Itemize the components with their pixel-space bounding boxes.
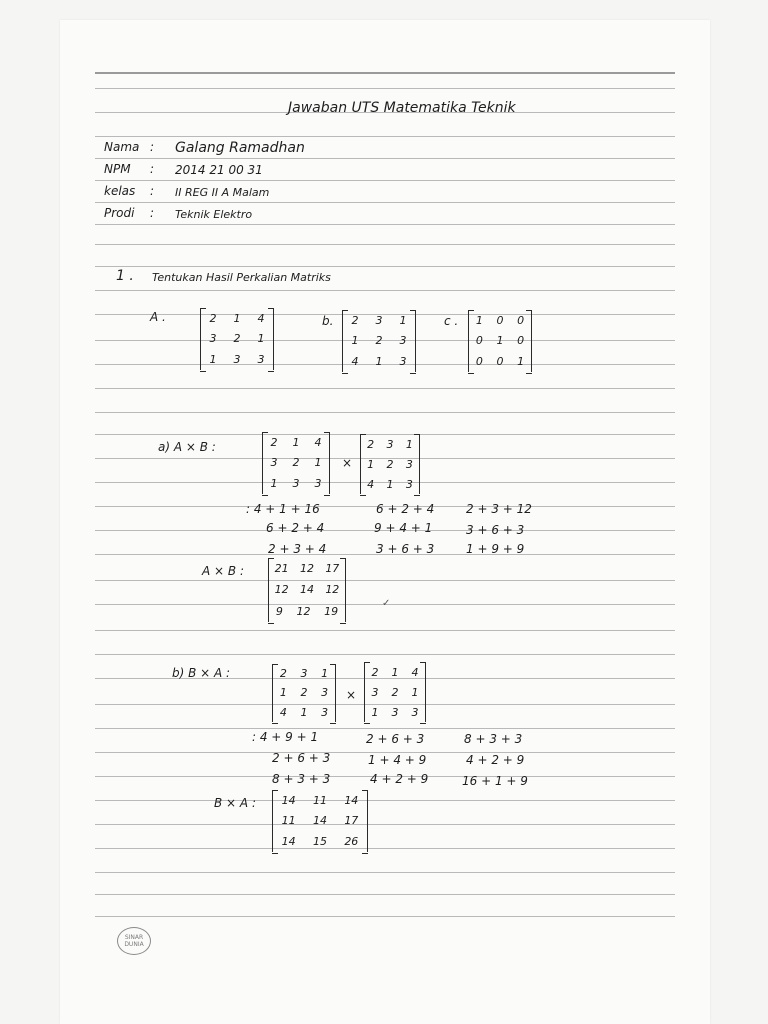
matrix-cell: 1 — [517, 355, 525, 369]
check-mark: ✓ — [382, 598, 391, 609]
matrix-cell: 1 — [367, 457, 375, 471]
identity-value-prodi: Teknik Elektro — [175, 208, 253, 221]
matrix-cell: 11 — [312, 793, 327, 807]
identity-label-kelas: kelas — [104, 184, 136, 198]
part-a-step-1-3: 2 + 3 + 12 — [466, 502, 532, 516]
matrix-cell: 2 — [270, 435, 278, 449]
matrix-cell: 4 — [367, 477, 375, 491]
matrix-cell: 2 — [233, 332, 241, 346]
ruled-line — [95, 388, 675, 389]
logo-text-bottom: DUNIA — [124, 941, 144, 948]
matrix-cell: 3 — [371, 685, 379, 699]
ruled-line — [95, 894, 675, 895]
matrix-cell: 3 — [321, 705, 329, 719]
matrix-cell: 3 — [411, 705, 419, 719]
matrix-cell: 12 — [274, 583, 289, 597]
matrix-cell: 26 — [344, 835, 359, 849]
matrix-row — [263, 432, 329, 453]
part-a-step-3-1: 2 + 3 + 4 — [268, 542, 327, 556]
matrix-cell: 3 — [292, 477, 300, 491]
ruled-line — [95, 916, 675, 917]
given-label-c: c . — [444, 314, 459, 328]
matrix-row — [343, 310, 415, 331]
part-a-matrix-b — [360, 434, 420, 494]
matrix-row — [469, 331, 531, 352]
ruled-line — [95, 728, 675, 729]
matrix-cell: 3 — [321, 686, 329, 700]
matrix-cell: 3 — [405, 457, 413, 471]
part-b-step-3-3: 16 + 1 + 9 — [462, 774, 528, 788]
part-a-step-3-2: 3 + 6 + 3 — [376, 542, 435, 556]
matrix-cell: 0 — [496, 313, 504, 327]
matrix-cell: 4 — [314, 435, 322, 449]
matrix-cell: 1 — [411, 685, 419, 699]
ruled-line — [95, 580, 675, 581]
ruled-line — [95, 412, 675, 413]
logo-text-top: SINAR — [124, 934, 144, 941]
page-title: Jawaban UTS Matematika Teknik — [288, 100, 516, 116]
ruled-line — [95, 88, 675, 89]
matrix-cell: 17 — [325, 562, 340, 576]
matrix-cell: 12 — [299, 562, 314, 576]
question-number: 1 . — [116, 268, 134, 284]
matrix-row — [269, 579, 345, 600]
matrix-cell: 3 — [233, 353, 241, 367]
matrix-row — [361, 474, 419, 494]
ruled-line — [95, 872, 675, 873]
identity-label-npm: NPM — [104, 162, 131, 176]
given-matrix-a — [200, 308, 274, 370]
matrix-cell: 3 — [257, 353, 265, 367]
identity-sep-nama: : — [150, 140, 155, 154]
ruled-line — [95, 224, 675, 225]
matrix-cell: 3 — [375, 313, 383, 327]
part-b-step-2-1: 2 + 6 + 3 — [272, 751, 331, 765]
matrix-row — [273, 811, 367, 832]
matrix-cell: 2 — [371, 665, 379, 679]
matrix-cell: 4 — [411, 665, 419, 679]
matrix-cell: 1 — [386, 477, 394, 491]
ruled-line — [95, 848, 675, 849]
given-matrix-b — [342, 310, 416, 372]
matrix-cell: 3 — [386, 437, 394, 451]
matrix-cell: 1 — [314, 456, 322, 470]
matrix-cell: 1 — [292, 435, 300, 449]
identity-label-nama: Nama — [104, 140, 140, 154]
matrix-row — [201, 329, 273, 350]
ruled-line — [95, 824, 675, 825]
ruled-line — [95, 654, 675, 655]
part-a-step-2-1: 6 + 2 + 4 — [266, 521, 325, 535]
matrix-row — [273, 831, 367, 852]
ruled-line — [95, 136, 675, 137]
matrix-cell: 2 — [386, 457, 394, 471]
matrix-cell: 0 — [475, 334, 483, 348]
part-b-times-sign: × — [346, 688, 357, 702]
matrix-row — [201, 308, 273, 329]
matrix-row — [263, 453, 329, 474]
part-b-step-3-2: 4 + 2 + 9 — [370, 772, 429, 786]
matrix-row — [365, 662, 425, 682]
matrix-cell: 12 — [296, 604, 311, 618]
matrix-row — [273, 664, 335, 683]
ruled-line — [95, 158, 675, 159]
part-b-step-1-2: 2 + 6 + 3 — [366, 732, 425, 746]
matrix-cell: 1 — [391, 665, 399, 679]
matrix-cell: 0 — [496, 355, 504, 369]
part-a-step-2-3: 3 + 6 + 3 — [466, 523, 525, 537]
identity-label-prodi: Prodi — [104, 206, 135, 220]
matrix-cell: 14 — [312, 814, 327, 828]
given-label-a: A . — [150, 310, 166, 324]
matrix-cell: 1 — [321, 667, 329, 681]
matrix-cell: 4 — [351, 355, 359, 369]
matrix-row — [343, 331, 415, 352]
matrix-cell: 15 — [312, 835, 327, 849]
part-a-step-1-1: : 4 + 1 + 16 — [246, 502, 320, 516]
matrix-cell: 1 — [405, 437, 413, 451]
matrix-cell: 11 — [281, 814, 296, 828]
matrix-cell: 14 — [281, 835, 296, 849]
part-b-result-label: B × A : — [214, 796, 256, 810]
matrix-cell: 2 — [375, 334, 383, 348]
ruled-line — [95, 202, 675, 203]
matrix-cell: 0 — [475, 355, 483, 369]
top-margin-line — [95, 72, 675, 74]
matrix-row — [273, 703, 335, 722]
ruled-line — [95, 244, 675, 245]
matrix-cell: 4 — [257, 311, 265, 325]
matrix-row — [365, 702, 425, 722]
matrix-cell: 0 — [517, 334, 525, 348]
question-text: Tentukan Hasil Perkalian Matriks — [152, 271, 331, 284]
matrix-cell: 9 — [275, 604, 283, 618]
matrix-cell: 1 — [475, 313, 483, 327]
matrix-cell: 19 — [324, 604, 339, 618]
matrix-cell: 3 — [270, 456, 278, 470]
part-a-result-matrix — [268, 558, 346, 622]
identity-sep-prodi: : — [150, 206, 155, 220]
matrix-row — [469, 310, 531, 331]
part-b-label: b) B × A : — [172, 666, 231, 680]
given-label-b: b. — [322, 314, 334, 328]
identity-sep-kelas: : — [150, 184, 155, 198]
matrix-cell: 21 — [274, 562, 289, 576]
matrix-cell: 3 — [405, 477, 413, 491]
part-a-label: a) A × B : — [158, 440, 216, 454]
matrix-cell: 3 — [399, 355, 407, 369]
part-b-step-1-3: 8 + 3 + 3 — [464, 732, 523, 746]
part-a-matrix-a — [262, 432, 330, 494]
part-a-step-3-3: 1 + 9 + 9 — [466, 542, 525, 556]
ruled-line — [95, 180, 675, 181]
matrix-cell: 1 — [399, 313, 407, 327]
matrix-cell: 2 — [391, 685, 399, 699]
part-b-step-3-1: 8 + 3 + 3 — [272, 772, 331, 786]
matrix-cell: 2 — [300, 686, 308, 700]
matrix-cell: 3 — [391, 705, 399, 719]
matrix-cell: 2 — [367, 437, 375, 451]
identity-value-npm: 2014 21 00 31 — [175, 163, 263, 177]
ruled-line — [95, 290, 675, 291]
part-b-step-2-2: 1 + 4 + 9 — [368, 753, 427, 767]
part-a-step-2-2: 9 + 4 + 1 — [374, 521, 433, 535]
ruled-line — [95, 266, 675, 267]
matrix-row — [361, 454, 419, 474]
matrix-cell: 2 — [351, 313, 359, 327]
part-a-result-label: A × B : — [202, 564, 244, 578]
matrix-row — [201, 349, 273, 370]
part-a-step-1-2: 6 + 2 + 4 — [376, 502, 435, 516]
matrix-cell: 2 — [279, 667, 287, 681]
matrix-cell: 1 — [300, 705, 308, 719]
matrix-cell: 1 — [257, 332, 265, 346]
matrix-cell: 14 — [281, 793, 296, 807]
matrix-row — [361, 434, 419, 454]
part-b-step-2-3: 4 + 2 + 9 — [466, 753, 525, 767]
matrix-cell: 1 — [496, 334, 504, 348]
part-b-matrix-b — [272, 664, 336, 722]
matrix-cell: 14 — [344, 793, 359, 807]
matrix-cell: 1 — [270, 477, 278, 491]
matrix-cell: 2 — [209, 311, 217, 325]
matrix-row — [365, 682, 425, 702]
matrix-cell: 3 — [314, 477, 322, 491]
matrix-cell: 3 — [300, 667, 308, 681]
matrix-cell: 3 — [209, 332, 217, 346]
sinar-dunia-logo — [117, 927, 151, 955]
matrix-cell: 1 — [371, 705, 379, 719]
ruled-line — [95, 630, 675, 631]
matrix-cell: 12 — [325, 583, 340, 597]
matrix-cell: 0 — [517, 313, 525, 327]
part-b-step-1-1: : 4 + 9 + 1 — [252, 730, 319, 744]
matrix-cell: 1 — [351, 334, 359, 348]
matrix-row — [343, 351, 415, 372]
identity-sep-npm: : — [150, 162, 155, 176]
matrix-row — [469, 351, 531, 372]
given-matrix-c — [468, 310, 532, 372]
matrix-row — [273, 683, 335, 702]
matrix-cell: 2 — [292, 456, 300, 470]
matrix-cell: 1 — [209, 353, 217, 367]
part-a-times-sign: × — [342, 456, 353, 470]
matrix-cell: 14 — [299, 583, 314, 597]
part-b-matrix-a — [364, 662, 426, 722]
ruled-line — [95, 800, 675, 801]
matrix-cell: 4 — [279, 705, 287, 719]
matrix-cell: 3 — [399, 334, 407, 348]
matrix-cell: 1 — [375, 355, 383, 369]
identity-value-nama: Galang Ramadhan — [175, 140, 305, 156]
part-b-result-matrix — [272, 790, 368, 852]
matrix-row — [273, 790, 367, 811]
matrix-cell: 1 — [233, 311, 241, 325]
matrix-row — [269, 558, 345, 579]
matrix-row — [269, 601, 345, 622]
identity-value-kelas: II REG II A Malam — [175, 186, 270, 199]
matrix-row — [263, 473, 329, 494]
matrix-cell: 17 — [344, 814, 359, 828]
matrix-cell: 1 — [279, 686, 287, 700]
